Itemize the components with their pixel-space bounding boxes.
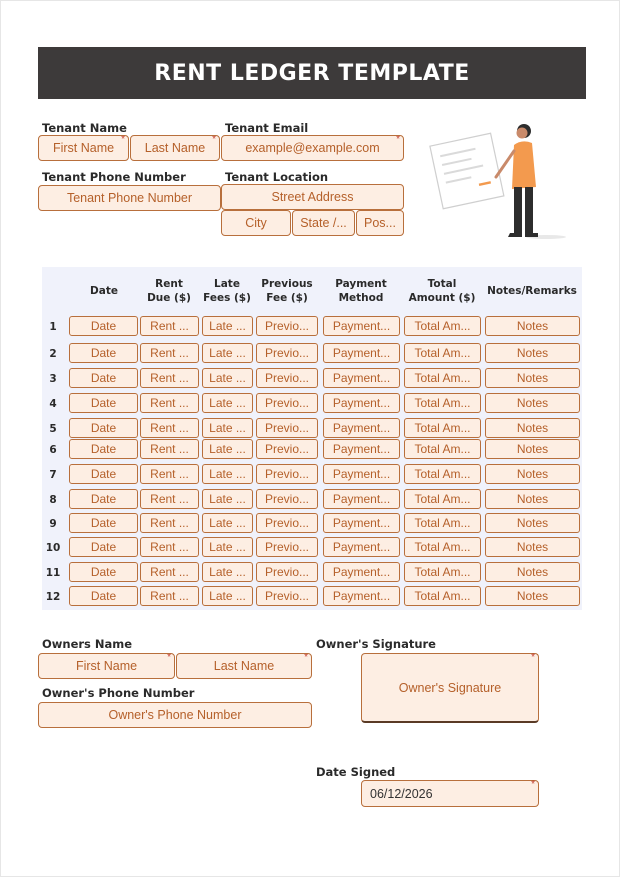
ledger-cell-rent-due[interactable]: Rent ... [140, 513, 199, 533]
row-number: 3 [49, 373, 57, 385]
ledger-cell-previous-fee[interactable]: Previo... [256, 343, 318, 363]
ledger-cell-rent-due[interactable]: Rent ... [140, 368, 199, 388]
ledger-cell-late-fees[interactable]: Late ... [202, 586, 253, 606]
ledger-cell-total-amount[interactable]: Total Am... [404, 537, 481, 557]
ledger-cell-date[interactable]: Date [69, 464, 138, 484]
person-with-document-illustration [426, 117, 571, 243]
ledger-cell-date[interactable]: Date [69, 393, 138, 413]
ledger-cell-date[interactable]: Date [69, 586, 138, 606]
ledger-cell-previous-fee[interactable]: Previo... [256, 393, 318, 413]
ledger-cell-total-amount[interactable]: Total Am... [404, 393, 481, 413]
owner-signature-label: Owner's Signature [316, 637, 436, 651]
column-header-payment-method: Payment Method [335, 278, 387, 304]
ledger-cell-late-fees[interactable]: Late ... [202, 513, 253, 533]
ledger-cell-date[interactable]: Date [69, 489, 138, 509]
owner-first-name-field[interactable]: First Name * [38, 653, 175, 679]
ledger-cell-total-amount[interactable]: Total Am... [404, 368, 481, 388]
row-number: 2 [49, 348, 57, 360]
date-signed-field[interactable]: 06/12/2026 * [361, 780, 539, 807]
ledger-cell-previous-fee[interactable]: Previo... [256, 489, 318, 509]
ledger-cell-previous-fee[interactable]: Previo... [256, 537, 318, 557]
ledger-cell-late-fees[interactable]: Late ... [202, 418, 253, 438]
ledger-cell-total-amount[interactable]: Total Am... [404, 489, 481, 509]
ledger-cell-notes[interactable]: Notes [485, 537, 580, 557]
ledger-cell-total-amount[interactable]: Total Am... [404, 586, 481, 606]
ledger-cell-late-fees[interactable]: Late ... [202, 489, 253, 509]
row-number: 11 [45, 567, 61, 579]
ledger-cell-previous-fee[interactable]: Previo... [256, 562, 318, 582]
ledger-cell-payment-method[interactable]: Payment... [323, 343, 400, 363]
owner-last-name-field[interactable]: Last Name * [176, 653, 312, 679]
title-banner [38, 47, 586, 99]
ledger-cell-late-fees[interactable]: Late ... [202, 316, 253, 336]
ledger-cell-total-amount[interactable]: Total Am... [404, 439, 481, 459]
ledger-cell-previous-fee[interactable]: Previo... [256, 368, 318, 388]
ledger-cell-total-amount[interactable]: Total Am... [404, 513, 481, 533]
ledger-cell-total-amount[interactable]: Total Am... [404, 343, 481, 363]
ledger-cell-date[interactable]: Date [69, 316, 138, 336]
ledger-cell-payment-method[interactable]: Payment... [323, 586, 400, 606]
ledger-cell-rent-due[interactable]: Rent ... [140, 439, 199, 459]
ledger-cell-payment-method[interactable]: Payment... [323, 439, 400, 459]
column-header-late-fees: Late Fees ($) [203, 278, 251, 304]
ledger-cell-payment-method[interactable]: Payment... [323, 464, 400, 484]
ledger-cell-late-fees[interactable]: Late ... [202, 537, 253, 557]
tenant-first-name-field[interactable]: First Name * [38, 135, 129, 161]
ledger-cell-payment-method[interactable]: Payment... [323, 368, 400, 388]
ledger-cell-previous-fee[interactable]: Previo... [256, 513, 318, 533]
row-number: 9 [49, 518, 57, 530]
ledger-cell-rent-due[interactable]: Rent ... [140, 464, 199, 484]
ledger-cell-notes[interactable]: Notes [485, 343, 580, 363]
ledger-cell-total-amount[interactable]: Total Am... [404, 418, 481, 438]
tenant-name-label: Tenant Name [42, 121, 127, 135]
tenant-postal-field[interactable]: Pos... [356, 210, 404, 236]
owner-signature-field[interactable]: Owner's Signature * [361, 653, 539, 723]
ledger-cell-notes[interactable]: Notes [485, 562, 580, 582]
ledger-cell-rent-due[interactable]: Rent ... [140, 393, 199, 413]
tenant-city-field[interactable]: City [221, 210, 291, 236]
owner-phone-field[interactable]: Owner's Phone Number [38, 702, 312, 728]
ledger-cell-late-fees[interactable]: Late ... [202, 464, 253, 484]
ledger-cell-rent-due[interactable]: Rent ... [140, 537, 199, 557]
tenant-email-field[interactable]: example@example.com * [221, 135, 404, 161]
column-header-date: Date [90, 285, 118, 297]
ledger-cell-rent-due[interactable]: Rent ... [140, 343, 199, 363]
ledger-cell-notes[interactable]: Notes [485, 513, 580, 533]
ledger-cell-date[interactable]: Date [69, 537, 138, 557]
row-number: 8 [49, 494, 57, 506]
column-header-rent-due: Rent Due ($) [147, 278, 191, 304]
row-number: 5 [49, 423, 57, 435]
ledger-cell-total-amount[interactable]: Total Am... [404, 316, 481, 336]
ledger-cell-rent-due[interactable]: Rent ... [140, 489, 199, 509]
ledger-cell-date[interactable]: Date [69, 418, 138, 438]
ledger-cell-notes[interactable]: Notes [485, 418, 580, 438]
ledger-cell-late-fees[interactable]: Late ... [202, 393, 253, 413]
ledger-cell-payment-method[interactable]: Payment... [323, 393, 400, 413]
ledger-cell-notes[interactable]: Notes [485, 393, 580, 413]
ledger-cell-notes[interactable]: Notes [485, 586, 580, 606]
row-number: 7 [49, 469, 57, 481]
ledger-cell-notes[interactable]: Notes [485, 439, 580, 459]
ledger-cell-date[interactable]: Date [69, 343, 138, 363]
tenant-last-name-field[interactable]: Last Name * [130, 135, 220, 161]
tenant-state-field[interactable]: State /... [292, 210, 355, 236]
ledger-cell-payment-method[interactable]: Payment... [323, 489, 400, 509]
row-number: 12 [45, 591, 61, 603]
ledger-cell-notes[interactable]: Notes [485, 464, 580, 484]
ledger-cell-rent-due[interactable]: Rent ... [140, 586, 199, 606]
tenant-email-label: Tenant Email [225, 121, 309, 135]
column-header-total-amount: Total Amount ($) [408, 278, 476, 304]
ledger-cell-late-fees[interactable]: Late ... [202, 343, 253, 363]
page-title: RENT LEDGER TEMPLATE [154, 60, 470, 86]
ledger-cell-notes[interactable]: Notes [485, 368, 580, 388]
column-header-notes: Notes/Remarks [487, 285, 577, 297]
row-number: 1 [49, 321, 57, 333]
ledger-cell-date[interactable]: Date [69, 368, 138, 388]
ledger-cell-rent-due[interactable]: Rent ... [140, 562, 199, 582]
row-number: 4 [49, 398, 57, 410]
ledger-cell-total-amount[interactable]: Total Am... [404, 464, 481, 484]
ledger-cell-payment-method[interactable]: Payment... [323, 562, 400, 582]
ledger-cell-late-fees[interactable]: Late ... [202, 562, 253, 582]
ledger-cell-rent-due[interactable]: Rent ... [140, 418, 199, 438]
ledger-cell-notes[interactable]: Notes [485, 489, 580, 509]
ledger-cell-payment-method[interactable]: Payment... [323, 316, 400, 336]
ledger-cell-date[interactable]: Date [69, 439, 138, 459]
ledger-cell-late-fees[interactable]: Late ... [202, 368, 253, 388]
tenant-location-label: Tenant Location [225, 170, 329, 184]
ledger-cell-previous-fee[interactable]: Previo... [256, 464, 318, 484]
ledger-cell-total-amount[interactable]: Total Am... [404, 562, 481, 582]
ledger-cell-payment-method[interactable]: Payment... [323, 513, 400, 533]
ledger-cell-previous-fee[interactable]: Previo... [256, 316, 318, 336]
ledger-cell-date[interactable]: Date [69, 513, 138, 533]
column-header-previous-fee: Previous Fee ($) [261, 278, 313, 304]
ledger-cell-previous-fee[interactable]: Previo... [256, 418, 318, 438]
row-number: 10 [45, 542, 61, 554]
ledger-cell-payment-method[interactable]: Payment... [323, 418, 400, 438]
ledger-cell-notes[interactable]: Notes [485, 316, 580, 336]
ledger-cell-late-fees[interactable]: Late ... [202, 439, 253, 459]
owner-phone-label: Owner's Phone Number [42, 686, 195, 700]
tenant-phone-label: Tenant Phone Number [42, 170, 186, 184]
ledger-cell-previous-fee[interactable]: Previo... [256, 586, 318, 606]
ledger-cell-date[interactable]: Date [69, 562, 138, 582]
ledger-cell-rent-due[interactable]: Rent ... [140, 316, 199, 336]
tenant-phone-field[interactable]: Tenant Phone Number [38, 185, 221, 211]
row-number: 6 [49, 444, 57, 456]
tenant-street-field[interactable]: Street Address [221, 184, 404, 210]
owner-name-label: Owners Name [42, 637, 133, 651]
ledger-cell-payment-method[interactable]: Payment... [323, 537, 400, 557]
date-signed-label: Date Signed [316, 765, 396, 779]
ledger-cell-previous-fee[interactable]: Previo... [256, 439, 318, 459]
